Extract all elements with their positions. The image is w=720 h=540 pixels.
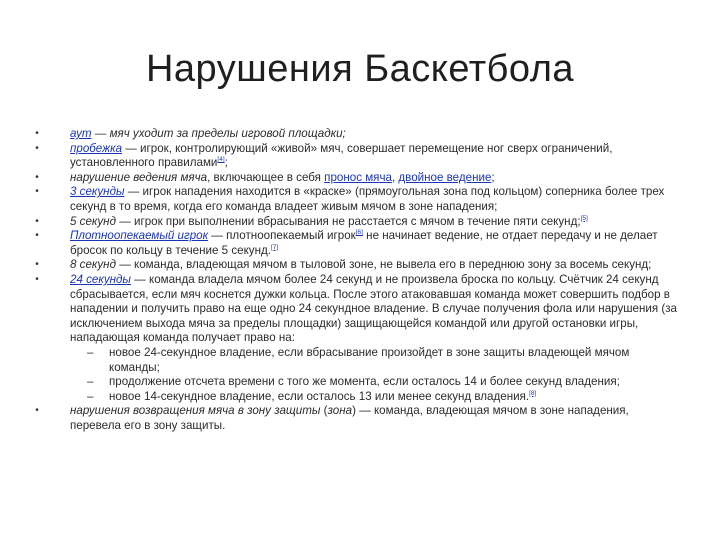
bullet-icon: • — [35, 171, 39, 183]
separator: , — [391, 170, 399, 184]
item-text: 8 секунд — [70, 258, 116, 272]
list-item — [32, 273, 682, 346]
item-text: 5 секунд — [70, 214, 116, 228]
dash-icon: – — [87, 345, 94, 359]
violations-list — [32, 127, 682, 433]
sub-list-item — [32, 390, 682, 405]
item-text-rest: ) — команда, владеющая мячом в зоне нападения, перевела его в зону защиты. — [70, 404, 629, 432]
item-text: — игрок, контролирующий «живой» мяч, совершает перемещение ног сверх ограничений, установленного правилами — [70, 141, 613, 170]
item-text-rest: — команда, владеющая мячом в тыловой зоне, не вывела его в переднюю зону за восемь секунд; — [115, 258, 652, 272]
item-text-mid: , включающее в себя — [207, 170, 325, 184]
footnote-ref[interactable]: [4] — [217, 156, 225, 164]
item-text: нарушение ведения мяча — [70, 170, 208, 184]
list-item — [32, 171, 682, 186]
slide-title: Нарушения Баскетбола — [145, 48, 575, 90]
link-double-dribble[interactable]: двойное ведение — [398, 170, 492, 184]
link-out[interactable]: аут — [70, 127, 92, 140]
link-travel[interactable]: пробежка — [70, 141, 123, 155]
list-item — [32, 258, 682, 273]
bullet-icon: • — [35, 215, 39, 227]
sub-item-text: продолжение отсчета времени с того же момента, если осталось 14 и более секунд владения; — [109, 375, 620, 389]
link-24-seconds[interactable]: 24 секунды — [70, 272, 131, 286]
link-carrying[interactable]: пронос мяча — [324, 170, 392, 184]
item-text-rest: — игрок при выполнении вбрасывания не расстается с мячом в течение пяти секунд; — [115, 214, 581, 228]
dash-icon: – — [87, 389, 94, 403]
dash-icon: – — [87, 375, 94, 389]
item-text-rest: не начинает ведение, не отдает передачу и не делает бросок по кольцу в течение 5 секунд. — [70, 229, 658, 257]
bullet-icon: • — [35, 230, 39, 242]
footnote-ref[interactable]: [7] — [270, 243, 279, 251]
sub-item-text: новое 14-секундное владение, если осталось 13 или менее секунд владения. — [109, 389, 530, 403]
bullet-icon: • — [35, 259, 39, 271]
sub-list-item — [32, 375, 682, 390]
list-item — [32, 127, 682, 142]
link-closely-guarded[interactable]: Плотноопекаемый игрок — [70, 229, 209, 243]
list-item — [32, 229, 682, 258]
bullet-icon: • — [35, 128, 39, 139]
list-item — [32, 404, 682, 433]
list-item — [32, 185, 682, 214]
item-text: — команда владела мячом более 24 секунд и не произвела броска по кольцу. Счётчик 24 секунд сбрасывается, если мяч коснется дужки кольца. После этого атаковавшая команда может совершить подбор в нападении и получить право на еще одно 24 секундное владение. В случае получения фола или нарушения (за исключением выхода мяча за пределы площадки) защищающейся командой или другой остановки игры, нападающая команда получает право на: — [70, 272, 678, 345]
sub-item-text: новое 24-секундное владение, если вбрасывание произойдет в зоне защиты владеющей мячом команды; — [109, 345, 630, 374]
bullet-icon: • — [35, 273, 39, 285]
item-end: ; — [491, 170, 495, 184]
footnote-ref[interactable]: [5] — [580, 214, 588, 222]
item-text: — мяч уходит за пределы игровой площадки; — [91, 127, 346, 140]
item-text: — игрок нападения находится в «краске» (прямоугольная зона под кольцом) соперника более трех секунд в то время, когда его команда владеет живым мячом в зоне нападения; — [70, 185, 665, 213]
bullet-icon: • — [35, 142, 39, 154]
footnote-ref[interactable]: [8] — [529, 389, 537, 397]
sub-list-item — [32, 346, 682, 375]
bullet-icon: • — [35, 186, 39, 198]
list-item — [32, 142, 682, 171]
list-item — [32, 215, 682, 230]
item-text-mid: ( — [320, 404, 328, 418]
item-text: нарушения возвращения мяча в зону защиты — [70, 404, 321, 418]
item-text-zone: зона — [327, 404, 353, 418]
footnote-ref[interactable]: [6] — [355, 229, 363, 237]
item-text: — плотноопекаемый игрок — [208, 229, 356, 243]
bullet-icon: • — [35, 405, 39, 417]
link-3-seconds[interactable]: 3 секунды — [70, 185, 125, 199]
item-end: ; — [224, 156, 228, 170]
